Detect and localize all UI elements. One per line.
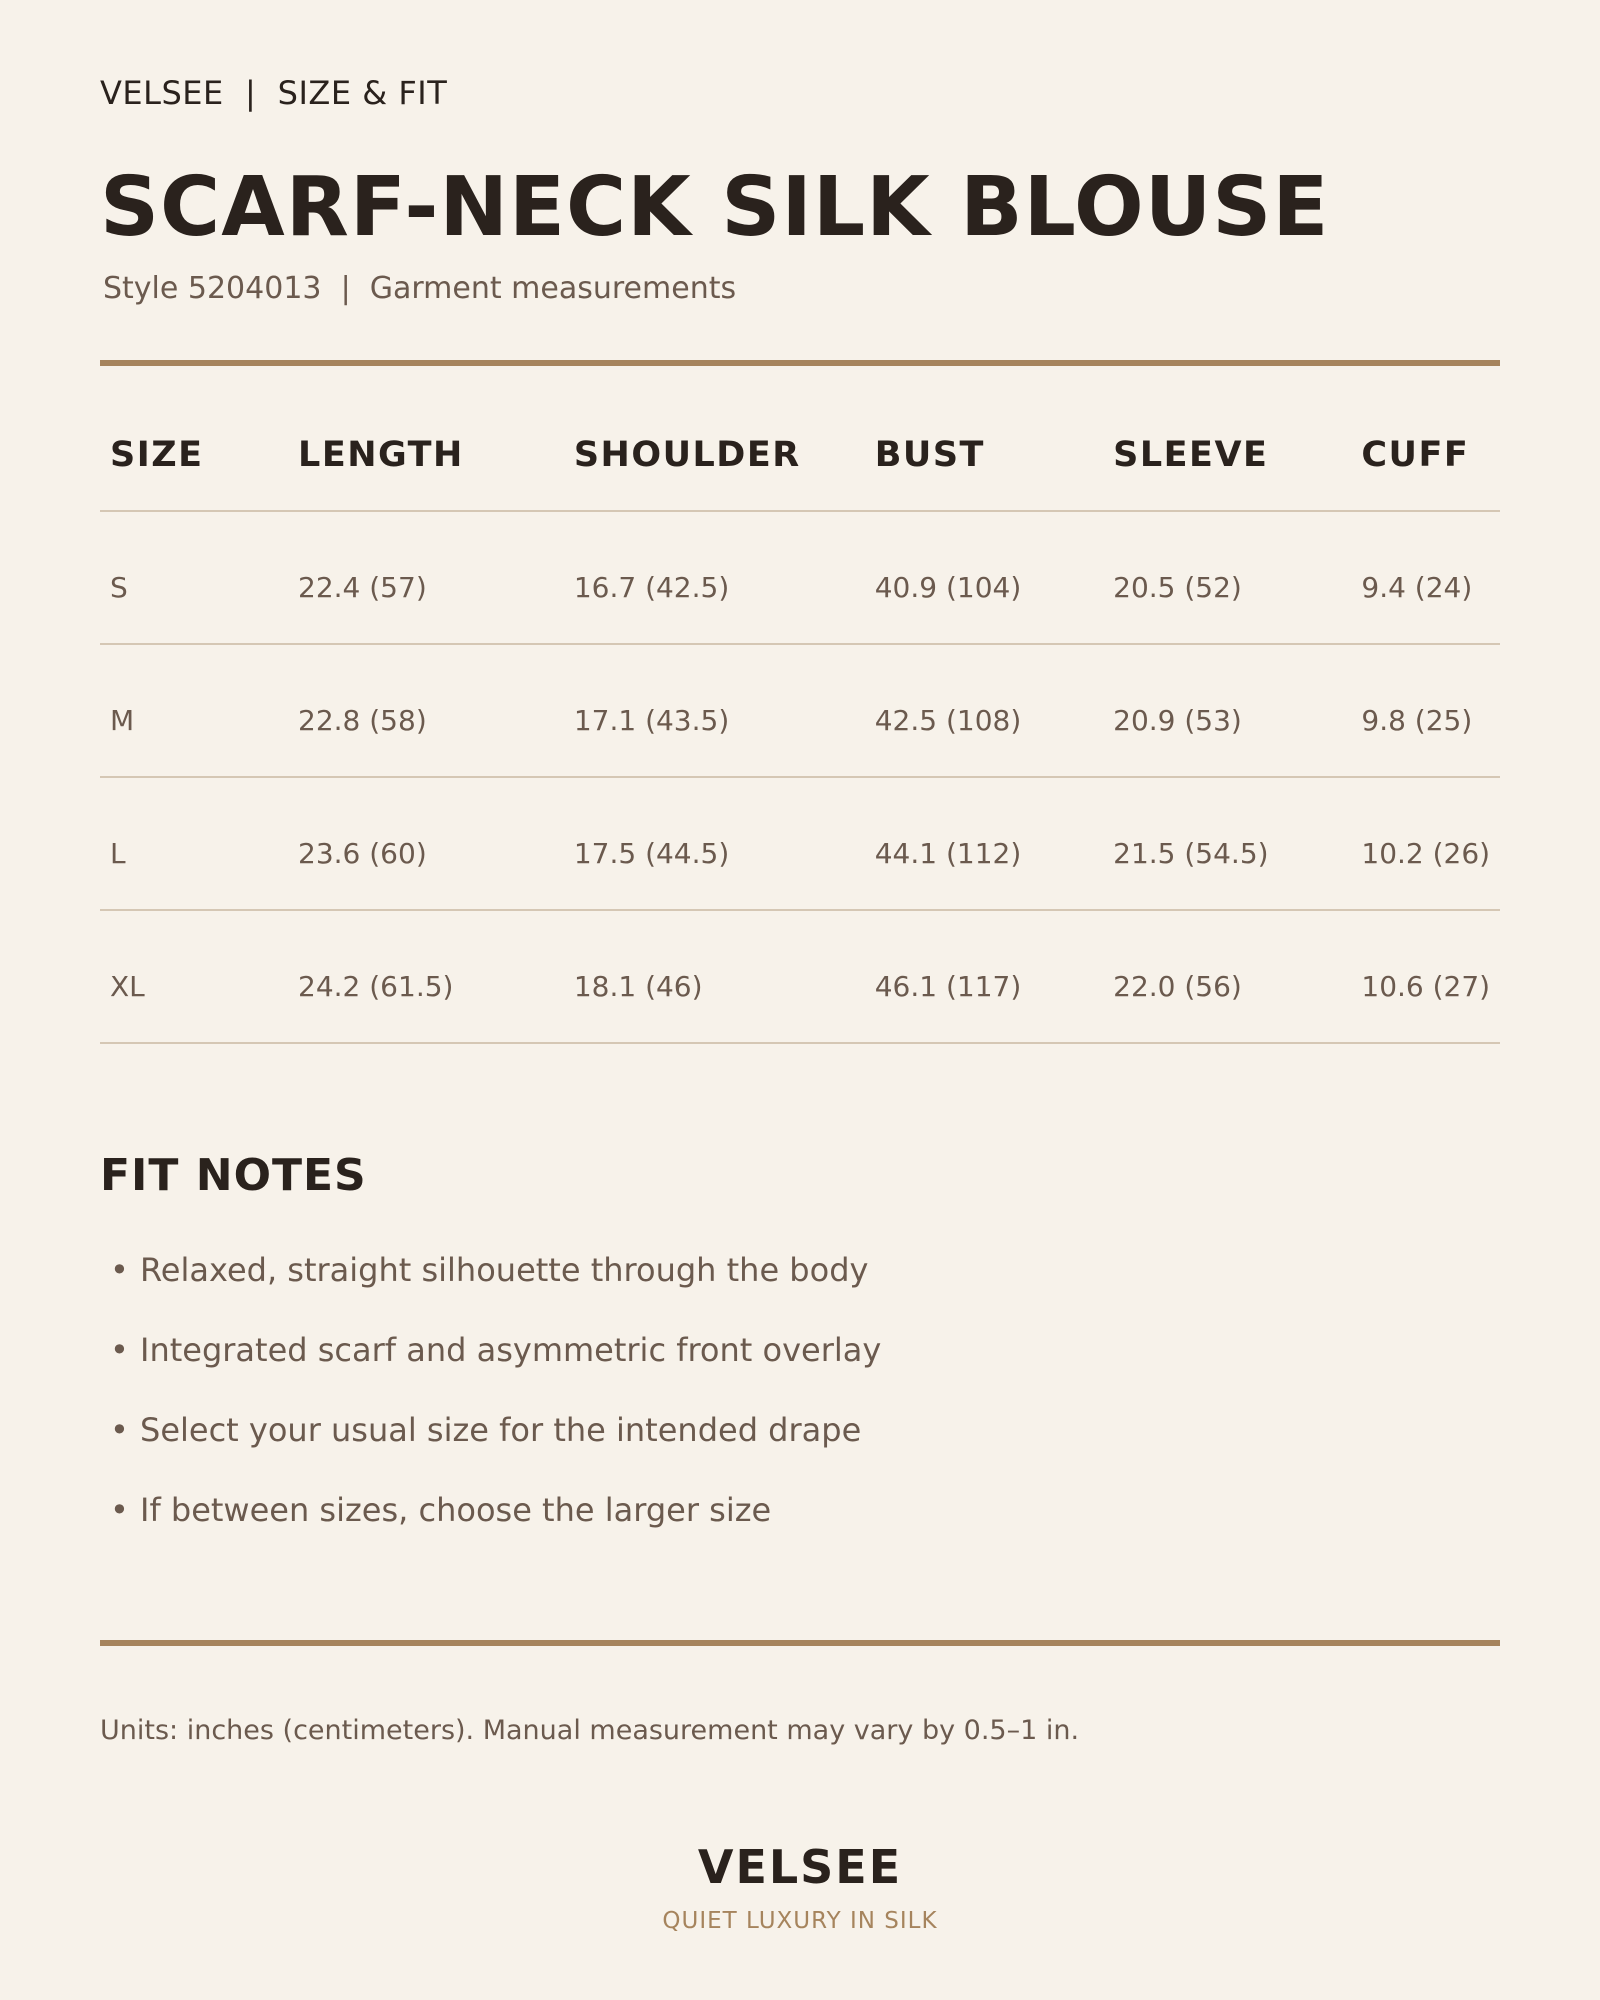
cell-length: 23.6 (60) <box>288 777 564 910</box>
cell-size: L <box>100 777 288 910</box>
bullet-icon: • <box>110 1251 129 1289</box>
page-subtitle: Style 5204013 | Garment measurements <box>103 271 737 306</box>
table-row <box>100 644 1500 777</box>
column-header-bust: BUST <box>865 400 1103 511</box>
cell-shoulder: 16.7 (42.5) <box>564 511 865 644</box>
footer-logo: VELSEE <box>697 1840 903 1894</box>
cell-size: XL <box>100 910 288 1043</box>
list-item <box>110 1320 881 1400</box>
cell-cuff: 10.2 (26) <box>1351 777 1500 910</box>
bullet-icon: • <box>110 1411 129 1449</box>
brand-breadcrumb: VELSEE | SIZE & FIT <box>100 74 448 112</box>
cell-sleeve: 20.5 (52) <box>1103 511 1351 644</box>
cell-cuff: 9.8 (25) <box>1351 644 1500 777</box>
fit-note-text: Select your usual size for the intended drape <box>140 1411 862 1449</box>
cell-bust: 42.5 (108) <box>865 644 1103 777</box>
list-item <box>110 1400 881 1480</box>
table-row <box>100 777 1500 910</box>
cell-sleeve: 21.5 (54.5) <box>1103 777 1351 910</box>
cell-cuff: 10.6 (27) <box>1351 910 1500 1043</box>
bullet-icon: • <box>110 1331 129 1369</box>
column-header-shoulder: SHOULDER <box>564 400 865 511</box>
cell-length: 22.8 (58) <box>288 644 564 777</box>
cell-length: 22.4 (57) <box>288 511 564 644</box>
table-row <box>100 511 1500 644</box>
cell-size: S <box>100 511 288 644</box>
fit-note-text: Relaxed, straight silhouette through the body <box>140 1251 869 1289</box>
top-divider <box>100 360 1500 366</box>
cell-bust: 46.1 (117) <box>865 910 1103 1043</box>
table-header-row <box>100 400 1500 511</box>
cell-shoulder: 17.5 (44.5) <box>564 777 865 910</box>
footer-tagline: QUIET LUXURY IN SILK <box>662 1908 938 1934</box>
cell-sleeve: 22.0 (56) <box>1103 910 1351 1043</box>
cell-cuff: 9.4 (24) <box>1351 511 1500 644</box>
column-header-size: SIZE <box>100 400 288 511</box>
list-item <box>110 1480 881 1560</box>
bullet-icon: • <box>110 1491 129 1529</box>
column-header-length: LENGTH <box>288 400 564 511</box>
units-note: Units: inches (centimeters). Manual measurement may vary by 0.5–1 in. <box>100 1715 1080 1746</box>
cell-length: 24.2 (61.5) <box>288 910 564 1043</box>
bottom-divider <box>100 1640 1500 1646</box>
cell-bust: 40.9 (104) <box>865 511 1103 644</box>
cell-shoulder: 18.1 (46) <box>564 910 865 1043</box>
column-header-cuff: CUFF <box>1351 400 1500 511</box>
list-item <box>110 1240 881 1320</box>
cell-shoulder: 17.1 (43.5) <box>564 644 865 777</box>
fit-note-text: If between sizes, choose the larger size <box>140 1491 772 1529</box>
fit-notes-list <box>110 1240 881 1560</box>
fit-note-text: Integrated scarf and asymmetric front overlay <box>140 1331 882 1369</box>
cell-size: M <box>100 644 288 777</box>
cell-sleeve: 20.9 (53) <box>1103 644 1351 777</box>
page-title: SCARF-NECK SILK BLOUSE <box>100 160 1330 255</box>
cell-bust: 44.1 (112) <box>865 777 1103 910</box>
size-chart-table <box>100 400 1500 1044</box>
column-header-sleeve: SLEEVE <box>1103 400 1351 511</box>
table-row <box>100 910 1500 1043</box>
fit-notes-heading: FIT NOTES <box>100 1150 367 1201</box>
